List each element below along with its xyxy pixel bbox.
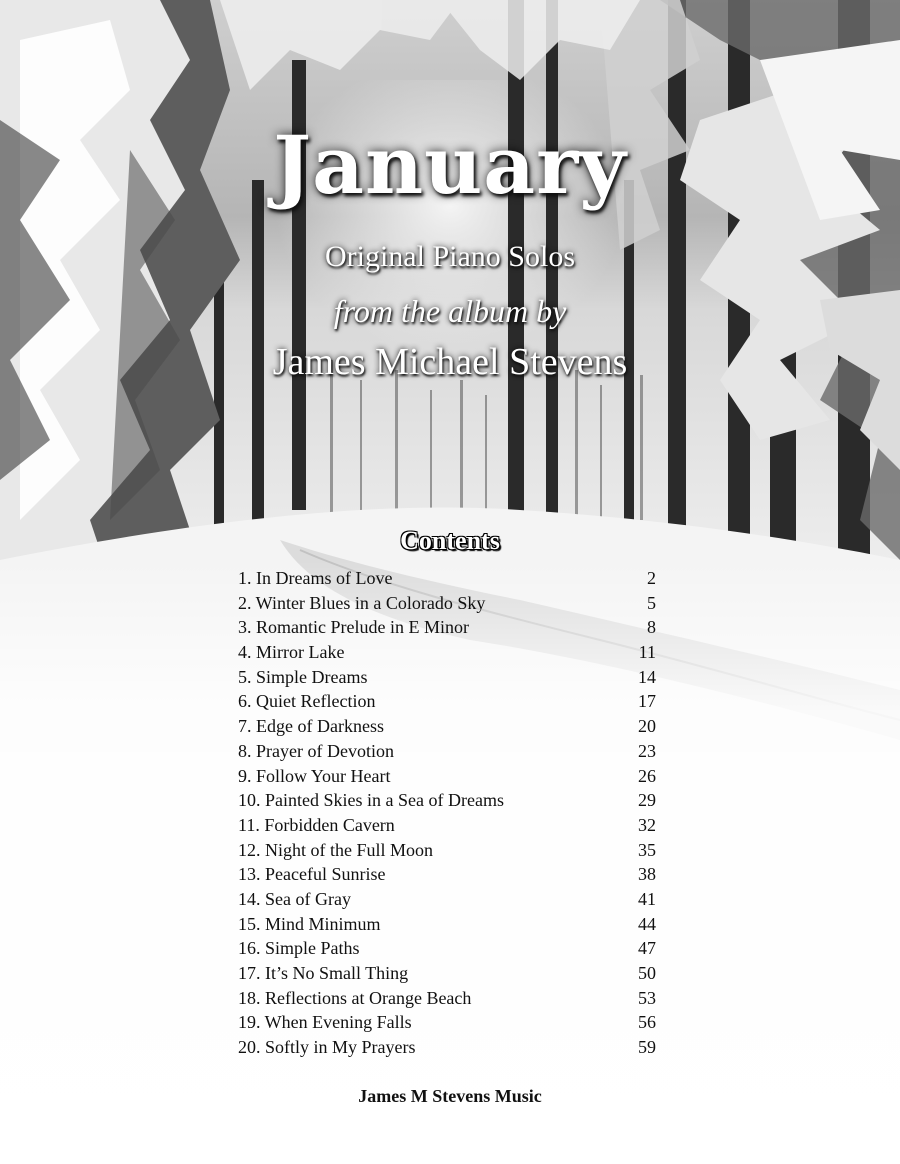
toc-row	[238, 764, 656, 789]
toc-page: 17	[638, 691, 656, 712]
toc-title: 10. Painted Skies in a Sea of Dreams	[238, 790, 504, 811]
toc-title: 5. Simple Dreams	[238, 666, 368, 687]
toc-title: 16. Simple Paths	[238, 938, 360, 959]
toc-row	[238, 689, 656, 714]
toc-title: 18. Reflections at Orange Beach	[238, 987, 472, 1008]
toc-row	[238, 566, 656, 591]
toc-row	[238, 665, 656, 690]
toc-title: 1. In Dreams of Love	[238, 568, 393, 588]
toc-row	[238, 961, 656, 986]
toc-page: 41	[638, 888, 656, 909]
toc-title: 11. Forbidden Cavern	[238, 814, 395, 835]
toc-row	[238, 986, 656, 1011]
toc-page: 23	[638, 740, 656, 761]
toc-title: 4. Mirror Lake	[238, 642, 345, 663]
toc-row	[238, 1010, 656, 1035]
toc-page: 50	[638, 963, 656, 983]
toc-row	[238, 887, 656, 912]
toc-page: 56	[638, 1012, 656, 1033]
toc-page: 35	[638, 839, 656, 860]
toc-page: 59	[638, 1037, 656, 1058]
toc-title: 14. Sea of Gray	[238, 888, 351, 909]
toc-row	[238, 739, 656, 764]
toc-page: 14	[638, 666, 656, 687]
toc-page: 8	[647, 617, 656, 638]
table-of-contents	[238, 566, 656, 1060]
subtitle-from-album: from the album by	[333, 293, 567, 329]
toc-page: 38	[638, 864, 656, 885]
toc-page: 32	[638, 814, 656, 835]
toc-title: 3. Romantic Prelude in E Minor	[238, 617, 469, 638]
toc-title: 20. Softly in My Prayers	[238, 1037, 416, 1058]
toc-title: 6. Quiet Reflection	[238, 691, 376, 712]
toc-page: 5	[647, 592, 656, 613]
toc-title: 13. Peaceful Sunrise	[238, 864, 386, 885]
toc-title: 12. Night of the Full Moon	[238, 839, 434, 860]
toc-row	[238, 615, 656, 640]
toc-row	[238, 591, 656, 616]
publisher-name: James M Stevens Music	[358, 1086, 542, 1106]
toc-title: 2. Winter Blues in a Colorado Sky	[238, 592, 486, 613]
toc-row	[238, 1035, 656, 1060]
toc-title: 7. Edge of Darkness	[238, 716, 384, 737]
toc-row	[238, 912, 656, 937]
toc-page: 47	[638, 938, 656, 959]
toc-page: 26	[638, 765, 656, 786]
toc-page: 11	[638, 642, 656, 663]
toc-title: 19. When Evening Falls	[238, 1012, 412, 1033]
toc-page: 53	[638, 987, 656, 1008]
toc-page: 20	[638, 716, 656, 737]
toc-row	[238, 936, 656, 961]
artist-name: James Michael Stevens	[272, 341, 628, 383]
toc-title: 8. Prayer of Devotion	[238, 740, 394, 761]
toc-page: 29	[638, 790, 656, 811]
book-title: January	[273, 118, 627, 212]
toc-title: 15. Mind Minimum	[238, 913, 381, 934]
toc-row	[238, 862, 656, 887]
toc-row	[238, 813, 656, 838]
toc-title: 17. It’s No Small Thing	[238, 963, 409, 983]
toc-row	[238, 714, 656, 739]
toc-row	[238, 788, 656, 813]
toc-row	[238, 640, 656, 665]
toc-title: 9. Follow Your Heart	[238, 765, 391, 786]
subtitle-original-piano-solos: Original Piano Solos	[324, 240, 575, 273]
toc-row	[238, 838, 656, 863]
toc-page: 2	[647, 568, 656, 588]
toc-page: 44	[638, 913, 656, 934]
contents-heading: Contents	[400, 526, 500, 555]
